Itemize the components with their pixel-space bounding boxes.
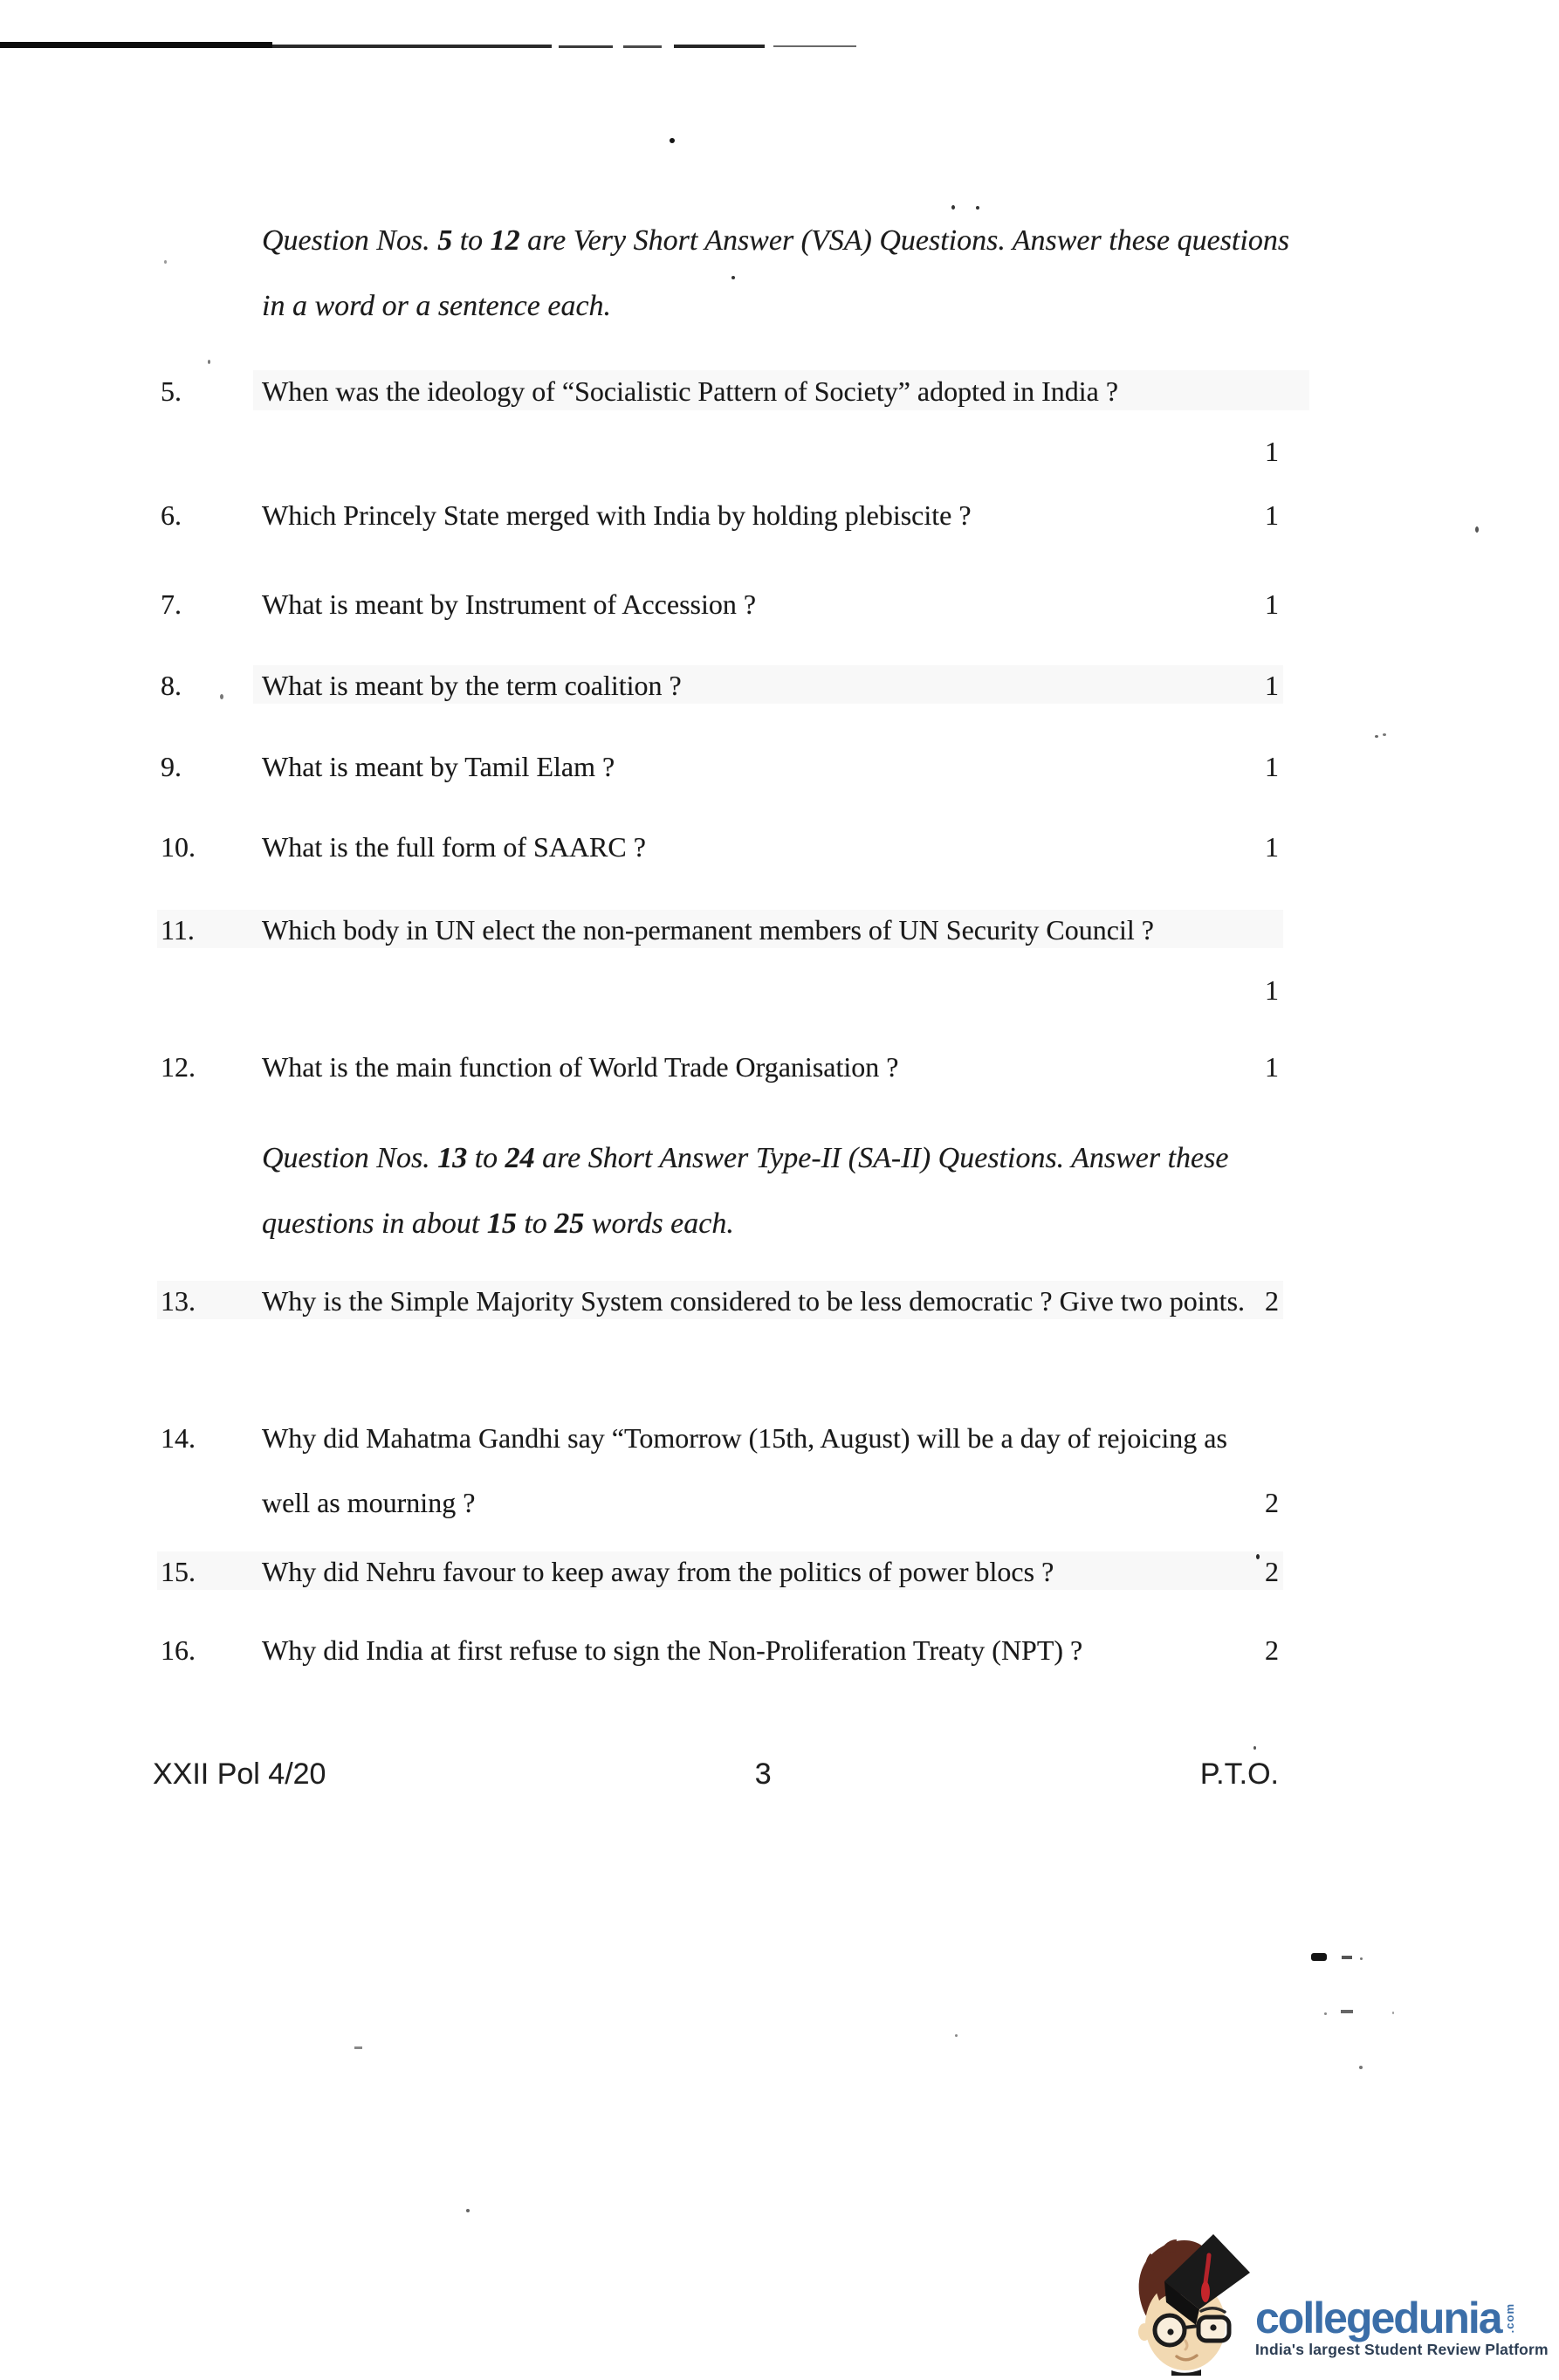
question-number: 8. [161, 670, 182, 701]
question-8 [161, 653, 1279, 718]
collegedunia-logo [1131, 2225, 1556, 2380]
collegedunia-tagline: India's largest Student Review Platform [1255, 2341, 1549, 2358]
question-5 [161, 359, 1279, 479]
instruction-bold-range: 12 [490, 224, 520, 257]
collegedunia-mascot-icon [1131, 2225, 1252, 2380]
question-number: 14. [161, 1422, 196, 1454]
question-text: Why is the Simple Majority System considered to be less democratic ? Give two points. [262, 1285, 1246, 1317]
question-number: 5. [161, 375, 182, 407]
question-10 [161, 815, 1279, 879]
question-number: 16. [161, 1634, 196, 1666]
question-11 [161, 898, 1279, 1018]
question-number: 9. [161, 751, 182, 782]
question-number: 10. [161, 831, 196, 863]
question-12 [161, 1035, 1279, 1099]
instruction-bold-range: 24 [505, 1142, 535, 1174]
question-number: 11. [161, 914, 195, 946]
question-text: Why did Nehru favour to keep away from the politics of power blocs ? [262, 1556, 1054, 1587]
instruction-bold-range: 25 [554, 1207, 585, 1240]
page-number: 3 [754, 1757, 772, 1791]
question-15 [161, 1539, 1279, 1604]
question-9 [161, 734, 1279, 799]
question-marks: 1 [1265, 436, 1279, 467]
question-text: What is meant by Instrument of Accession ? [262, 588, 757, 620]
question-marks: 1 [1265, 831, 1279, 863]
instruction-text: Question Nos. [262, 224, 438, 257]
question-marks: 1 [1265, 588, 1279, 620]
question-marks: 1 [1265, 974, 1279, 1006]
page-footer [153, 1757, 1279, 1792]
question-marks: 1 [1265, 1051, 1279, 1083]
question-number: 7. [161, 588, 182, 620]
question-marks: 2 [1265, 1556, 1279, 1587]
question-marks: 1 [1265, 670, 1279, 701]
question-text: What is the full form of SAARC ? [262, 831, 646, 863]
collegedunia-brand-text: collegedunia [1255, 2294, 1501, 2342]
instruction-bold-range: 5 [437, 224, 453, 257]
question-marks: 2 [1265, 1634, 1279, 1666]
question-7 [161, 572, 1279, 636]
question-marks: 1 [1265, 499, 1279, 531]
question-text: Why did India at first refuse to sign the Non-Proliferation Treaty (NPT) ? [262, 1634, 1083, 1666]
question-number: 12. [161, 1051, 196, 1083]
instruction-bold-range: 15 [486, 1207, 517, 1240]
exam-code: XXII Pol 4/20 [153, 1757, 326, 1791]
question-6 [161, 483, 1279, 547]
pto-label: P.T.O. [1199, 1757, 1279, 1791]
question-16 [161, 1618, 1279, 1682]
instruction-bold-range: 13 [437, 1142, 468, 1174]
question-text: What is meant by Tamil Elam ? [262, 751, 615, 782]
collegedunia-tld-text: .com [1502, 2302, 1516, 2334]
question-marks: 1 [1265, 751, 1279, 782]
question-text: When was the ideology of “Socialistic Pattern of Society” adopted in India ? [262, 375, 1119, 407]
question-number: 6. [161, 499, 182, 531]
question-number: 15. [161, 1556, 196, 1587]
question-marks: 2 [1265, 1285, 1279, 1317]
question-13 [161, 1269, 1279, 1333]
section-instruction-vsa: Question Nos. 5 to 12 are Very Short Answer (VSA) Questions. Answer these questions in a word or a sentence each. [262, 224, 1290, 322]
question-text: Why did Mahatma Gandhi say “Tomorrow (15th, August) will be a day of rejoicing as well as mourning ? [262, 1422, 1227, 1518]
question-number: 13. [161, 1285, 196, 1317]
instruction-text: Question Nos. [262, 1142, 438, 1174]
question-text: Which body in UN elect the non-permanent members of UN Security Council ? [262, 914, 1154, 946]
question-text: What is the main function of World Trade Organisation ? [262, 1051, 899, 1083]
question-marks: 2 [1265, 1487, 1279, 1518]
question-text: What is meant by the term coalition ? [262, 670, 682, 701]
question-text: Which Princely State merged with India by holding plebiscite ? [262, 499, 972, 531]
section-instruction-sa2: Question Nos. 13 to 24 are Short Answer Type-II (SA-II) Questions. Answer these questions in about 15 to 25 words each. [262, 1142, 1229, 1240]
question-14 [161, 1406, 1279, 1535]
